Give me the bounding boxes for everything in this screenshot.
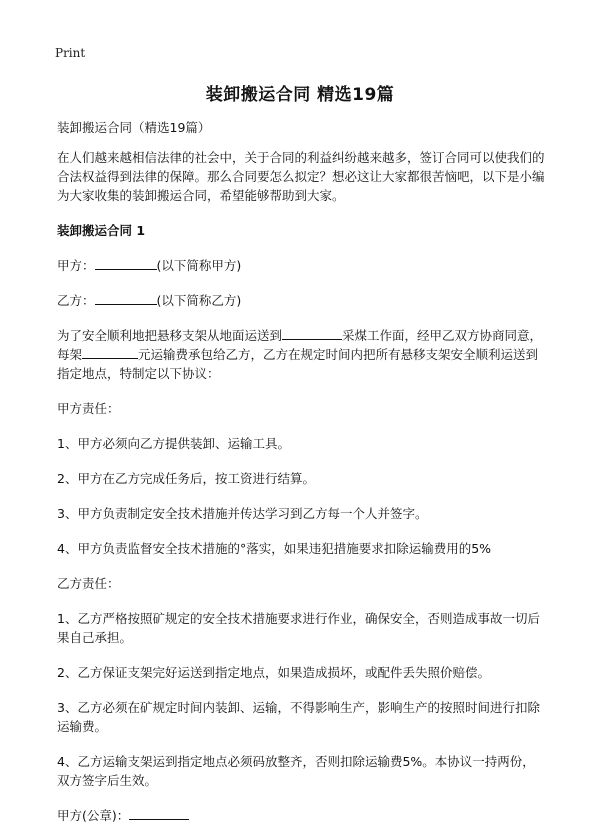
agreement-part-2: 采煤工作面，经甲乙双方协商同意，每架	[57, 328, 543, 362]
section-heading: 装卸搬运合同 1	[57, 223, 146, 238]
party-a-duty-item: 2、甲方在乙方完成任务后，按工资进行结算。	[57, 471, 315, 486]
page-title: 装卸搬运合同 精选19篇	[205, 85, 395, 105]
party-b-blank	[95, 292, 157, 305]
party-b-line	[57, 291, 547, 310]
party-a-note: (以下简称甲方)	[156, 258, 242, 273]
party-a-duties-title: 甲方责任：	[57, 401, 120, 416]
agreement-part-3: 元运输费承包给乙方，乙方在规定时间内把所有悬移支架安全顺利运送到指定地点，特制定以下协议：	[57, 347, 539, 381]
party-a-line	[57, 256, 547, 275]
party-a-blank	[95, 257, 157, 270]
party-b-duty-item: 2、乙方保证支架完好运送到指定地点，如果造成损坏，或配件丢失照价赔偿。	[57, 665, 490, 680]
signature-blank	[129, 807, 189, 820]
signature-line	[57, 806, 547, 825]
location-blank	[282, 327, 342, 340]
party-b-duty-item: 3、乙方必须在矿规定时间内装卸、运输，不得影响生产，影响生产的按照时间进行扣除运输费。	[57, 700, 540, 734]
fee-blank	[82, 346, 138, 359]
party-b-duty-item: 4、乙方运输支架运到指定地点必须码放整齐，否则扣除运输费5%。本协议一持两份，双方签字后生效。	[57, 754, 535, 788]
party-a-duty-item: 4、甲方负责监督安全技术措施的°落实，如果违犯措施要求扣除运输费用的5%	[57, 541, 492, 556]
party-a-label: 甲方：	[57, 258, 95, 273]
agreement-part-1: 为了安全顺利地把悬移支架从地面运送到	[57, 328, 283, 343]
party-b-label: 乙方：	[57, 293, 95, 308]
document-subtitle: 装卸搬运合同（精选19篇）	[57, 120, 211, 135]
party-b-note: (以下简称乙方)	[156, 293, 242, 308]
agreement-paragraph	[57, 326, 547, 383]
document-body	[57, 118, 547, 825]
intro-paragraph: 在人们越来越相信法律的社会中，关于合同的利益纠纷越来越多，签订合同可以使我们的合法权益得到法律的保障。那么合同要怎么拟定？想必这让大家都很苦恼吧，以下是小编为大家收集的装卸搬运合同，希望能够帮助到大家。	[57, 150, 545, 203]
party-b-duty-item: 1、乙方严格按照矿规定的安全技术措施要求进行作业，确保安全，否则造成事故一切后果自己承担。	[57, 611, 540, 645]
print-link[interactable]: Print	[55, 46, 86, 60]
party-b-duties-title: 乙方责任：	[57, 576, 120, 591]
party-a-duty-item: 1、甲方必须向乙方提供装卸、运输工具。	[57, 436, 290, 451]
party-a-duty-item: 3、甲方负责制定安全技术措施并传达学习到乙方每一个人并签字。	[57, 506, 428, 521]
signature-label: 甲方(公章)：	[57, 808, 130, 823]
